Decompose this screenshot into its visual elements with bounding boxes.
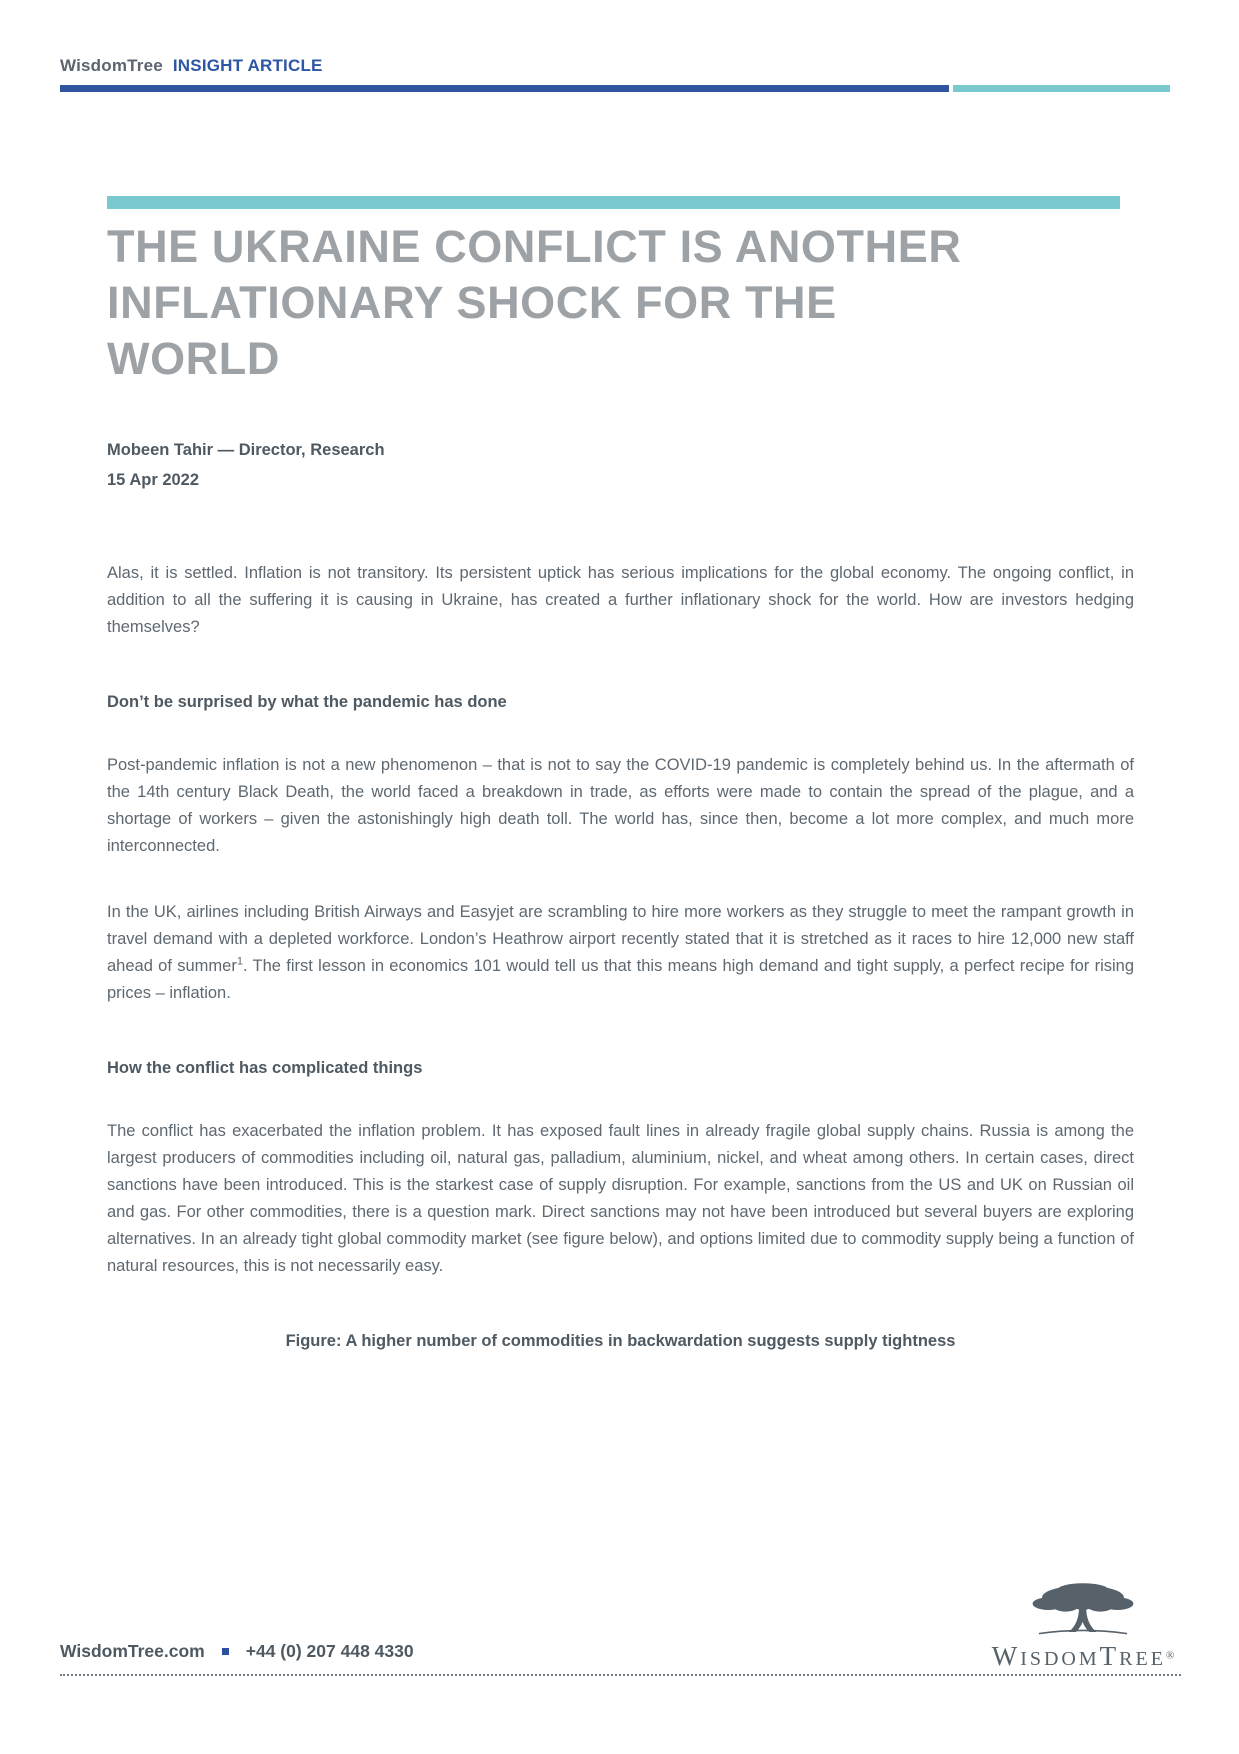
article-body bbox=[107, 560, 1134, 1351]
header-rule bbox=[60, 85, 1170, 92]
footnote-reference-1: 1 bbox=[236, 955, 243, 968]
title-accent-bar bbox=[107, 196, 1120, 209]
wordmark-isdom: ISDOM bbox=[1020, 1648, 1100, 1670]
pandemic-paragraph-2-text: In the UK, airlines including British Airways and Easyjet are scrambling to hire more workers as they struggle to meet the rampant growth in travel demand with a depleted workforce. London’s Heathrow airport recently stated that it is stretched as it races to hire 12,000 new staff ahead of summer bbox=[107, 903, 1134, 975]
wisdomtree-logo bbox=[985, 1580, 1181, 1672]
page-header bbox=[60, 56, 1170, 92]
tree-icon bbox=[985, 1580, 1181, 1640]
registered-trademark-symbol: ® bbox=[1165, 1649, 1175, 1662]
publish-date: 15 Apr 2022 bbox=[107, 471, 200, 489]
section-heading-pandemic: Don’t be surprised by what the pandemic has done bbox=[107, 693, 507, 711]
header-rule-blue-segment bbox=[60, 85, 949, 92]
conflict-paragraph: The conflict has exacerbated the inflation problem. It has exposed fault lines in already fragile global supply chains. Russia is among the largest producers of commodities including oil, natural gas, palladium, aluminium, nickel, and wheat among others. In certain cases, direct sanctions have been introduced. This is the starkest case of supply disruption. For example, sanctions from the US and UK on Russian oil and gas. For other commodities, there is a question mark. Direct sanctions may not have been introduced but several buyers are exploring alternatives. In an already tight global commodity market (see figure below), and options limited due to commodity supply being a function of natural resources, this is not necessarily easy. bbox=[107, 1122, 1134, 1275]
figure-caption: Figure: A higher number of commodities in backwardation suggests supply tightness bbox=[285, 1332, 956, 1350]
header-rule-teal-segment bbox=[953, 85, 1170, 92]
wordmark-ree: REE bbox=[1119, 1648, 1166, 1670]
wordmark-w: W bbox=[991, 1641, 1021, 1671]
square-bullet-icon bbox=[222, 1648, 229, 1655]
pandemic-paragraph-2-continued: . The first lesson in economics 101 would tell us that this means high demand and tight supply, a perfect recipe for rising prices – inflation. bbox=[107, 957, 1134, 1002]
page-title bbox=[107, 219, 961, 387]
footer-contact bbox=[60, 1641, 414, 1662]
footer-website-link[interactable]: WisdomTree.com bbox=[60, 1641, 205, 1661]
page-title-line-3: WORLD bbox=[107, 333, 280, 384]
section-heading-conflict: How the conflict has complicated things bbox=[107, 1059, 423, 1077]
byline bbox=[107, 441, 385, 490]
footer-phone-number: +44 (0) 207 448 4330 bbox=[245, 1641, 414, 1661]
page-title-line-2: INFLATIONARY SHOCK FOR THE bbox=[107, 277, 837, 328]
pandemic-paragraph-2 bbox=[107, 899, 1134, 1007]
wordmark-t: T bbox=[1099, 1641, 1120, 1671]
page-title-line-1: THE UKRAINE CONFLICT IS ANOTHER bbox=[107, 221, 962, 272]
wisdomtree-wordmark bbox=[985, 1641, 1181, 1672]
brand-name: WisdomTree bbox=[60, 56, 163, 75]
header-title bbox=[60, 56, 1170, 76]
intro-paragraph: Alas, it is settled. Inflation is not transitory. Its persistent uptick has serious implications for the global economy. The ongoing conflict, in addition to all the suffering it is causing in Ukraine, has created a further inflationary shock for the world. How are investors hedging themselves? bbox=[107, 564, 1134, 636]
pandemic-paragraph-1: Post-pandemic inflation is not a new phenomenon – that is not to say the COVID-19 pandemic is completely behind us. In the aftermath of the 14th century Black Death, the world faced a breakdown in trade, as efforts were made to contain the spread of the plague, and a shortage of workers – given the astonishingly high death toll. The world has, since then, become a lot more complex, and much more interconnected. bbox=[107, 756, 1134, 855]
footer-dotted-divider bbox=[60, 1674, 1181, 1676]
author-name: Mobeen Tahir — Director, Research bbox=[107, 441, 385, 459]
article-type-label: INSIGHT ARTICLE bbox=[172, 56, 323, 75]
